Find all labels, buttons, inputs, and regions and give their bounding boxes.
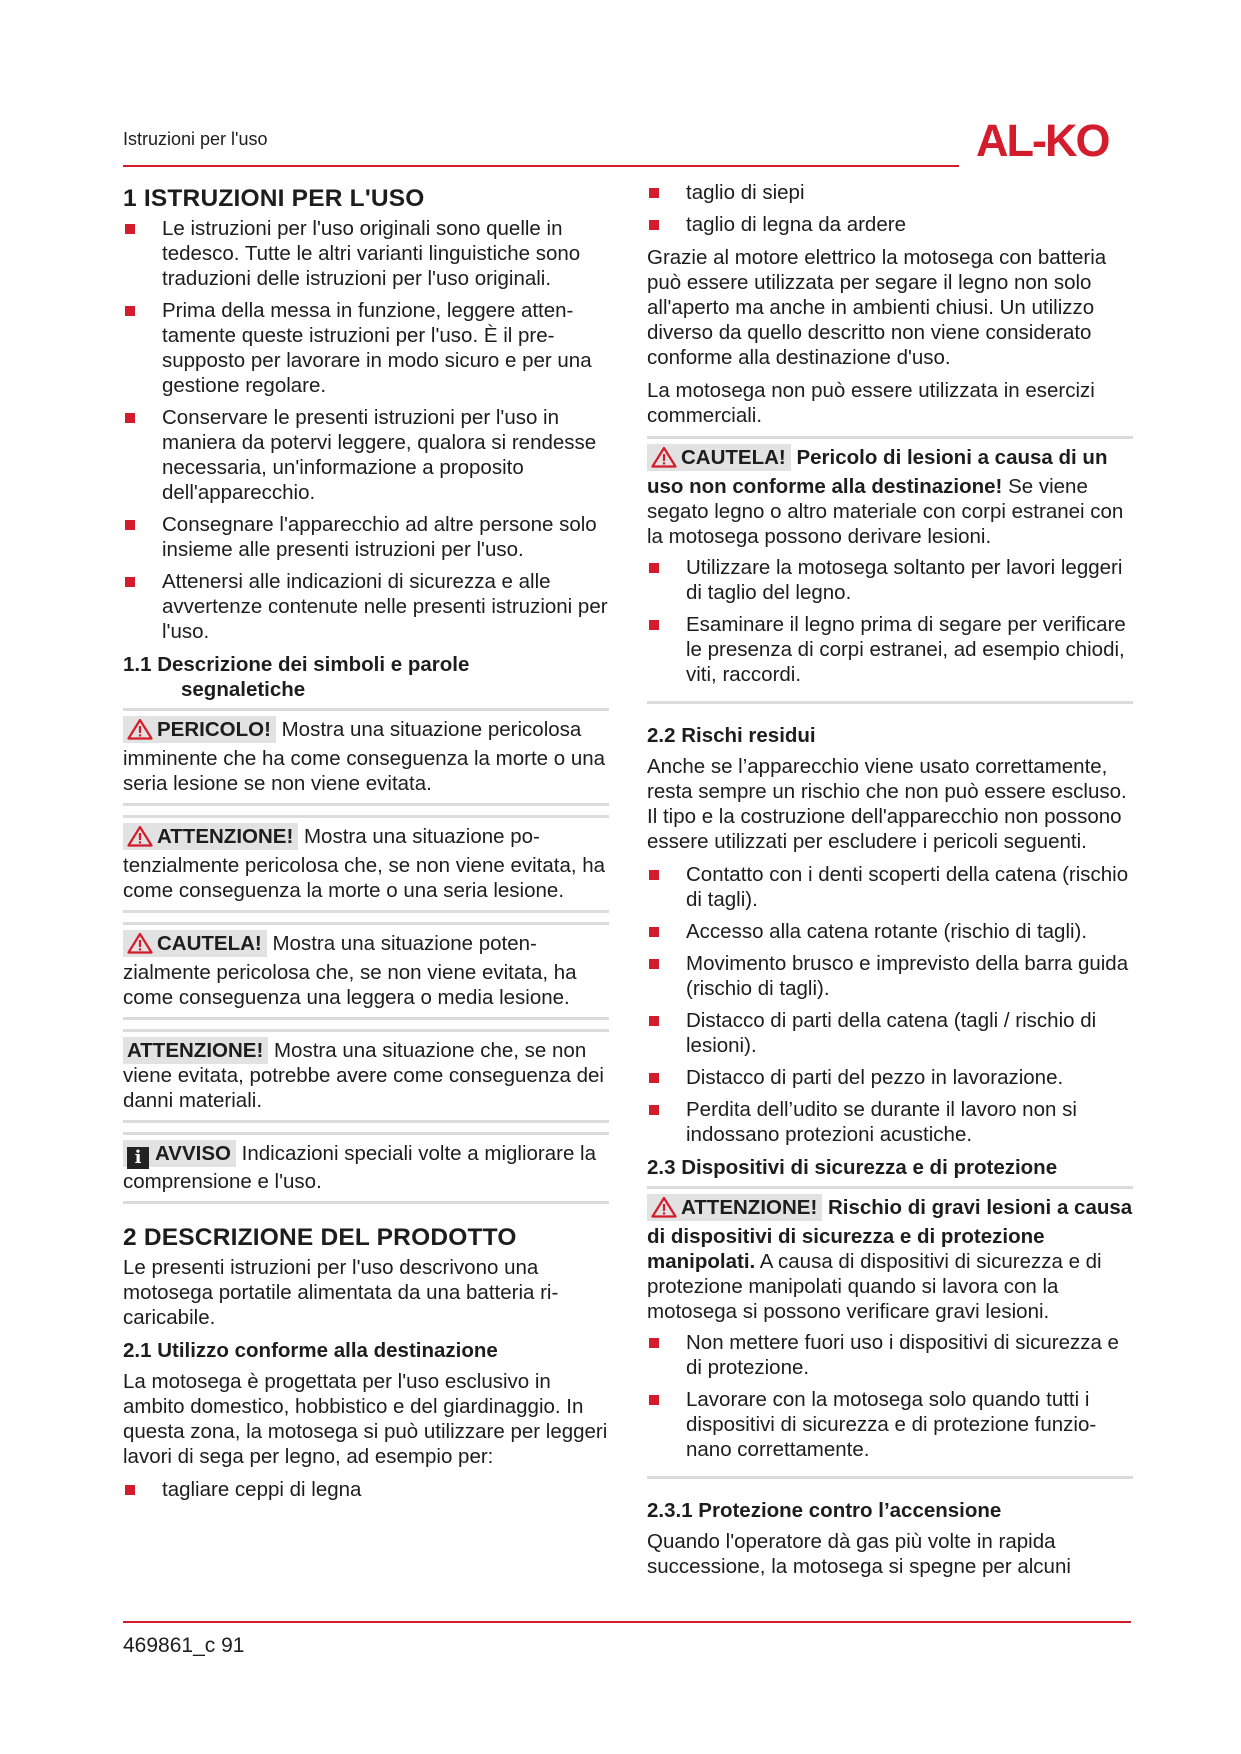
box-bold-text: Rischio di gravi lesioni a causa di dispositivi di sicurezza e di protezione manipolati. bbox=[647, 1196, 1133, 1273]
list-item: Movimento brusco e imprevisto della barra guida (rischio di tagli). bbox=[647, 951, 1133, 1001]
bullet-square-icon bbox=[649, 220, 659, 230]
bullet-square-icon bbox=[649, 1105, 659, 1115]
box-heading: ATTENZIONE! bbox=[123, 1037, 268, 1064]
section-1-title: 1 ISTRUZIONI PER L'USO bbox=[123, 185, 425, 212]
section-2-1-title: 2.1 Utilizzo conforme alla destinazione bbox=[123, 1339, 498, 1362]
bullet-square-icon bbox=[649, 927, 659, 937]
bullet-square-icon bbox=[649, 1338, 659, 1348]
bullet-square-icon bbox=[649, 959, 659, 969]
box-text: Mostra una situazione potenzialmente pericolosa che, se non viene evitata, ha come conseguenza la morte o una seria lesione. bbox=[123, 825, 606, 902]
box-text: Mostra una situazione potenzialmente pericolosa che, se non viene evitata, ha come conseguenza una leggera o media lesione. bbox=[123, 932, 577, 1009]
section-2-3-1-text: Quando l'operatore dà gas più volte in rapida successione, la motosega si spegne per alcuni bbox=[647, 1530, 1071, 1578]
section-2-1-text: La motosega è progettata per l'uso esclusivo in ambito domestico, hobbistico e del giardinaggio. In questa zona, la motosega si può utilizzare per leggeri lavori di sega per legno, ad esempio per: bbox=[123, 1370, 608, 1468]
warning-triangle-icon bbox=[127, 932, 153, 960]
bullet-square-icon bbox=[125, 413, 135, 423]
list-item: Distacco di parti della catena (tagli / rischio di lesioni). bbox=[647, 1008, 1133, 1058]
logo-text: AL-KO bbox=[976, 116, 1109, 164]
bullet-square-icon bbox=[649, 1073, 659, 1083]
warning-triangle-icon bbox=[651, 1196, 677, 1224]
info-box bbox=[123, 1132, 609, 1204]
list-item: Perdita dell’udito se durante il lavoro non si indossano protezioni acustiche. bbox=[647, 1097, 1133, 1147]
section-1-1-title: 1.1 Descrizione dei simboli e parole segnaletiche bbox=[123, 653, 470, 701]
bullet-square-icon bbox=[125, 224, 135, 234]
warning-triangle-icon bbox=[651, 446, 677, 474]
section-1-list bbox=[123, 216, 609, 644]
list-item: Attenersi alle indicazioni di sicurezza e alle avvertenze contenute nelle presenti istruzioni per l'uso. bbox=[123, 569, 609, 644]
use-list-continued bbox=[647, 180, 1133, 237]
section-2-2-list bbox=[647, 862, 1133, 1147]
bullet-square-icon bbox=[649, 188, 659, 198]
box-text: A causa di dispositivi di sicurezza e di protezione manipolati quando si lavora con la motosega si possono verificare gravi lesioni. bbox=[647, 1250, 1102, 1323]
list-item: Lavorare con la motosega solo quando tutti i dispositivi di sicurezza e di protezione funzionano correttamente. bbox=[647, 1387, 1133, 1462]
list-item: Esaminare il legno prima di segare per verificare le presenza di corpi estranei, ad esempio chiodi, viti, raccordi. bbox=[647, 612, 1133, 687]
list-item: taglio di siepi bbox=[647, 180, 1133, 205]
bullet-square-icon bbox=[649, 563, 659, 573]
danger-box bbox=[123, 708, 609, 806]
list-item: tagliare ceppi di legna bbox=[123, 1477, 609, 1502]
list-item: Consegnare l'apparecchio ad altre persone solo insieme alle presenti istruzioni per l'uso. bbox=[123, 512, 609, 562]
header-label: Istruzioni per l'uso bbox=[123, 129, 268, 149]
bullet-square-icon bbox=[649, 870, 659, 880]
box-text: Indicazioni speciali volte a migliorare la comprensione e l'uso. bbox=[123, 1142, 597, 1193]
list-item: Utilizzare la motosega soltanto per lavori leggeri di taglio del legno. bbox=[647, 555, 1133, 605]
list-item: Contatto con i denti scoperti della catena (rischio di tagli). bbox=[647, 862, 1133, 912]
box-heading: CAUTELA! bbox=[647, 444, 791, 471]
box-heading: CAUTELA! bbox=[123, 930, 267, 957]
box-heading: ATTENZIONE! bbox=[647, 1194, 822, 1221]
warning-list bbox=[647, 1330, 1133, 1462]
warning-box bbox=[123, 815, 609, 913]
list-item: Distacco di parti del pezzo in lavorazione. bbox=[647, 1065, 1133, 1090]
header-rule bbox=[123, 165, 959, 167]
box-heading: ATTENZIONE! bbox=[123, 823, 298, 850]
section-2-text: Le presenti istruzioni per l'uso descrivono una motosega portatile alimentata da una batteria ricaricabile. bbox=[123, 1256, 559, 1329]
list-item: Non mettere fuori uso i dispositivi di sicurezza e di protezione. bbox=[647, 1330, 1133, 1380]
section-2-2-title: 2.2 Rischi residui bbox=[647, 724, 816, 747]
paragraph: Grazie al motore elettrico la motosega con batteria può essere utilizzata per segare il legno non solo all'aperto ma anche in ambienti chiusi. Un utilizzo diverso da quello descritto non viene considerato conforme alla destinazione d'uso. bbox=[647, 246, 1107, 369]
info-icon: i bbox=[127, 1147, 149, 1169]
warning-triangle-icon bbox=[127, 825, 153, 853]
bullet-square-icon bbox=[125, 520, 135, 530]
box-heading: PERICOLO! bbox=[123, 716, 276, 743]
caution-box bbox=[647, 436, 1133, 704]
section-2-1-list bbox=[123, 1477, 609, 1502]
alko-logo bbox=[976, 116, 1132, 164]
list-item: Accesso alla catena rotante (rischio di tagli). bbox=[647, 919, 1133, 944]
box-text: Se viene segato legno o altro materiale con corpi estranei con la motosega possono derivare lesioni. bbox=[647, 475, 1124, 548]
warning-box bbox=[647, 1186, 1133, 1479]
caution-list bbox=[647, 555, 1133, 687]
list-item: taglio di legna da ardere bbox=[647, 212, 1133, 237]
right-column bbox=[647, 180, 1133, 1587]
box-text: Mostra una situazione che, se non viene evitata, potrebbe avere come conseguenza dei danni materiali. bbox=[123, 1039, 604, 1112]
section-2-title: 2 DESCRIZIONE DEL PRODOTTO bbox=[123, 1224, 517, 1251]
caution-box bbox=[123, 922, 609, 1020]
box-heading: i AVVISO bbox=[123, 1140, 236, 1167]
bullet-square-icon bbox=[125, 577, 135, 587]
section-2-3-1-title: 2.3.1 Protezione contro l’accensione bbox=[647, 1499, 1002, 1522]
paragraph: La motosega non può essere utilizzata in esercizi commerciali. bbox=[647, 379, 1095, 427]
list-item: Prima della messa in funzione, leggere attentamente queste istruzioni per l'uso. È il presupposto per lavorare in modo sicuro e per una gestione regolare. bbox=[123, 298, 609, 398]
notice-box bbox=[123, 1029, 609, 1123]
list-item: Le istruzioni per l'uso originali sono quelle in tedesco. Tutte le altri varianti linguistiche sono traduzioni delle istruzioni per l'uso originali. bbox=[123, 216, 609, 291]
bullet-square-icon bbox=[125, 1485, 135, 1495]
footer-rule bbox=[123, 1621, 1131, 1623]
section-2-3-title: 2.3 Dispositivi di sicurezza e di protezione bbox=[647, 1156, 1058, 1179]
page-number: 469861_c 91 bbox=[123, 1634, 245, 1657]
left-column bbox=[123, 180, 609, 1510]
bullet-square-icon bbox=[125, 306, 135, 316]
warning-triangle-icon bbox=[127, 718, 153, 746]
box-text: Mostra una situazione pericolosa imminente che ha come conseguenza la morte o una seria lesione se non viene evitata. bbox=[123, 718, 606, 795]
bullet-square-icon bbox=[649, 620, 659, 630]
section-2-2-text: Anche se l’apparecchio viene usato correttamente, resta sempre un rischio che non può essere escluso. Il tipo e la costruzione dell'apparecchio non possono essere utilizzati per escludere i pericoli seguenti. bbox=[647, 755, 1127, 853]
list-item: Conservare le presenti istruzioni per l'uso in maniera da potervi leggere, qualora si rendesse necessaria, un'informazione a proposito dell'apparecchio. bbox=[123, 405, 609, 505]
bullet-square-icon bbox=[649, 1016, 659, 1026]
bullet-square-icon bbox=[649, 1395, 659, 1405]
box-bold-text: Pericolo di lesioni a causa di un uso non conforme alla destinazione! bbox=[647, 446, 1108, 498]
